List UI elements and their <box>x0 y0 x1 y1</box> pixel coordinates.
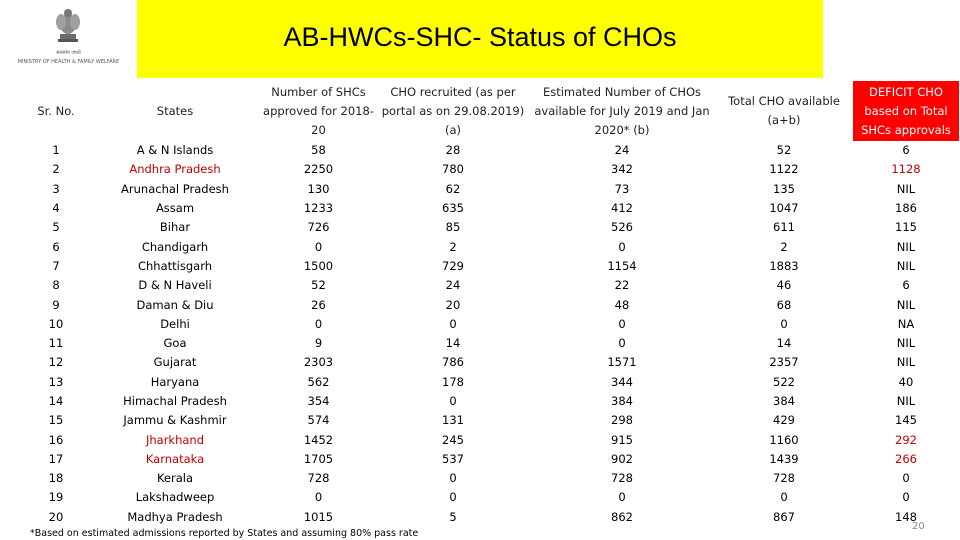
cho-recruited-cell: 635 <box>442 201 464 216</box>
cho-recruited-cell: 780 <box>442 162 464 177</box>
shcs-approved-cell: 2303 <box>303 355 334 370</box>
cho-recruited-cell: 2 <box>449 239 457 254</box>
total-cho-cell: 46 <box>776 278 792 293</box>
state-cell: Kerala <box>156 471 194 486</box>
national-emblem-icon <box>40 4 96 48</box>
sr-no-cell: 12 <box>48 355 64 370</box>
total-cho-cell: 14 <box>776 336 792 351</box>
page-number: 20 <box>912 521 925 532</box>
cho-recruited-cell: 729 <box>442 258 464 273</box>
state-cell: Gujarat <box>153 355 197 370</box>
total-cho-cell: 1160 <box>769 432 799 447</box>
cho-status-table <box>22 81 959 527</box>
table-body <box>22 141 959 527</box>
ministry-name: MINISTRY OF HEALTH & FAMILY WELFARE <box>17 59 120 65</box>
sr-no-cell: 16 <box>48 432 64 447</box>
state-cell: Chhattisgarh <box>137 258 213 273</box>
total-cho-cell: 522 <box>773 374 795 389</box>
table-row <box>22 237 959 256</box>
estimated-cho-cell: 24 <box>614 143 630 158</box>
total-cho-cell: 0 <box>780 316 788 331</box>
estimated-cho-cell: 902 <box>611 451 633 466</box>
shcs-approved-cell: 726 <box>307 220 330 235</box>
column-header-states: States <box>156 103 194 118</box>
cho-recruited-cell: 245 <box>442 432 464 447</box>
deficit-cho-cell: 6 <box>902 278 910 293</box>
estimated-cho-cell: 298 <box>611 413 633 428</box>
total-cho-cell: 2357 <box>769 355 799 370</box>
sr-no-cell: 3 <box>52 181 60 196</box>
total-cho-cell: 384 <box>773 394 795 408</box>
state-cell: Arunachal Pradesh <box>121 181 229 196</box>
deficit-cho-cell: NIL <box>896 297 916 312</box>
estimated-cho-cell: 384 <box>611 394 633 408</box>
shcs-approved-cell: 58 <box>311 143 326 158</box>
cho-recruited-cell: 786 <box>442 355 464 370</box>
state-cell: Daman & Diu <box>136 297 214 312</box>
cho-recruited-cell: 0 <box>449 394 457 408</box>
total-cho-cell: 135 <box>773 181 795 196</box>
cho-recruited-cell: 0 <box>449 490 457 505</box>
estimated-cho-cell: 73 <box>614 181 630 196</box>
sr-no-cell: 2 <box>52 162 60 177</box>
state-cell: Andhra Pradesh <box>129 162 221 177</box>
sr-no-cell: 9 <box>52 297 60 312</box>
sr-no-cell: 1 <box>52 143 60 158</box>
deficit-cho-cell: 40 <box>898 374 914 389</box>
shcs-approved-cell: 2250 <box>303 162 334 177</box>
sr-no-cell: 15 <box>48 413 64 428</box>
deficit-cho-cell: 186 <box>895 201 917 216</box>
emblem-caption: सत्यमेव जयते <box>56 50 81 56</box>
table-row <box>22 295 959 314</box>
shcs-approved-cell: 562 <box>307 374 330 389</box>
shcs-approved-cell: 52 <box>311 278 326 293</box>
deficit-cho-cell: 0 <box>902 471 910 486</box>
cho-recruited-cell: 28 <box>445 143 461 158</box>
deficit-cho-cell: 6 <box>902 143 910 158</box>
table-row <box>22 488 959 507</box>
shcs-approved-cell: 1233 <box>303 201 334 216</box>
deficit-cho-cell: 115 <box>895 220 917 235</box>
sr-no-cell: 19 <box>48 490 64 505</box>
sr-no-cell: 18 <box>48 471 64 486</box>
total-cho-cell: 429 <box>773 413 795 428</box>
estimated-cho-cell: 0 <box>618 490 626 505</box>
estimated-cho-cell: 0 <box>618 336 626 351</box>
cho-recruited-cell: 0 <box>449 316 457 331</box>
table-row <box>22 334 959 353</box>
state-cell: D & N Haveli <box>138 278 212 293</box>
estimated-cho-cell: 0 <box>618 316 626 331</box>
cho-recruited-cell: 85 <box>445 220 461 235</box>
estimated-cho-cell: 1154 <box>607 258 637 273</box>
table-row <box>22 315 959 334</box>
shcs-approved-cell: 26 <box>311 297 326 312</box>
estimated-cho-cell: 728 <box>611 471 633 486</box>
total-cho-cell: 1047 <box>769 201 799 216</box>
column-header-deficit-cho: DEFICIT CHO based on Total SHCs approvals <box>853 81 959 141</box>
table-row <box>22 450 959 469</box>
cho-recruited-cell: 20 <box>445 297 461 312</box>
column-header-total-cho: Total CHO available (a+b) <box>728 94 840 127</box>
shcs-approved-cell: 0 <box>314 239 323 254</box>
cho-recruited-cell: 14 <box>445 336 461 351</box>
sr-no-cell: 13 <box>48 374 64 389</box>
shcs-approved-cell: 354 <box>307 394 330 408</box>
state-cell: Jharkhand <box>145 432 205 447</box>
table-row <box>22 141 959 160</box>
shcs-approved-cell: 130 <box>307 181 330 196</box>
table-row <box>22 392 959 411</box>
deficit-cho-cell: 145 <box>895 413 917 428</box>
sr-no-cell: 20 <box>48 509 64 524</box>
state-cell: Jammu & Kashmir <box>123 413 227 428</box>
total-cho-cell: 1122 <box>769 162 799 177</box>
deficit-cho-cell: 148 <box>895 509 917 524</box>
cho-recruited-cell: 537 <box>442 451 464 466</box>
total-cho-cell: 1439 <box>769 451 799 466</box>
shcs-approved-cell: 0 <box>314 316 323 331</box>
sr-no-cell: 5 <box>52 220 60 235</box>
deficit-cho-cell: NIL <box>896 181 916 196</box>
state-cell: A & N Islands <box>136 143 214 158</box>
table-row <box>22 469 959 488</box>
deficit-cho-cell: NIL <box>896 258 916 273</box>
column-header-estimated-cho: Estimated Number of CHOs available for July 2019 and Jan 2020* (b) <box>534 84 710 137</box>
estimated-cho-cell: 526 <box>611 220 633 235</box>
estimated-cho-cell: 0 <box>618 239 626 254</box>
cho-recruited-cell: 5 <box>449 509 457 524</box>
sr-no-cell: 7 <box>52 258 60 273</box>
table-header-row <box>22 81 959 141</box>
footnote: *Based on estimated admissions reported by States and assuming 80% pass rate <box>30 528 419 539</box>
total-cho-cell: 728 <box>773 471 795 486</box>
shcs-approved-cell: 1500 <box>303 258 334 273</box>
table-row <box>22 199 959 218</box>
total-cho-cell: 0 <box>780 490 788 505</box>
state-cell: Karnataka <box>145 451 205 466</box>
cho-recruited-cell: 131 <box>442 413 464 428</box>
total-cho-cell: 68 <box>776 297 792 312</box>
table-row <box>22 276 959 295</box>
total-cho-cell: 867 <box>773 509 795 524</box>
deficit-cho-cell: 0 <box>902 490 910 505</box>
state-cell: Assam <box>155 201 195 216</box>
column-header-cho-recruited: CHO recruited (as per portal as on 29.08.2019) (a) <box>381 84 525 137</box>
deficit-cho-cell: NIL <box>896 239 916 254</box>
deficit-cho-cell: 266 <box>895 451 917 466</box>
state-cell: Haryana <box>150 374 200 389</box>
table-row <box>22 508 959 527</box>
state-cell: Delhi <box>160 316 190 331</box>
sr-no-cell: 4 <box>52 201 60 216</box>
cho-recruited-cell: 0 <box>449 471 457 486</box>
table-row <box>22 353 959 372</box>
shcs-approved-cell: 1015 <box>303 509 334 524</box>
sr-no-cell: 10 <box>48 316 64 331</box>
estimated-cho-cell: 915 <box>611 432 633 447</box>
estimated-cho-cell: 862 <box>611 509 633 524</box>
state-cell: Chandigarh <box>141 239 209 254</box>
estimated-cho-cell: 22 <box>614 278 630 293</box>
table-row <box>22 430 959 449</box>
deficit-cho-cell: NIL <box>896 355 916 370</box>
column-header-sr-no: Sr. No. <box>37 103 75 118</box>
table-row <box>22 180 959 199</box>
sr-no-cell: 8 <box>52 278 60 293</box>
sr-no-cell: 14 <box>48 394 64 408</box>
table-row <box>22 160 959 179</box>
table-row <box>22 373 959 392</box>
total-cho-cell: 2 <box>780 239 788 254</box>
table-row <box>22 257 959 276</box>
cho-recruited-cell: 178 <box>442 374 464 389</box>
sr-no-cell: 17 <box>48 451 64 466</box>
deficit-cho-cell: 1128 <box>891 162 921 177</box>
column-header-shcs-approved: Number of SHCs approved for 2018-20 <box>263 84 374 137</box>
cho-recruited-cell: 24 <box>445 278 461 293</box>
sr-no-cell: 6 <box>52 239 60 254</box>
state-cell: Madhya Pradesh <box>127 509 223 524</box>
total-cho-cell: 52 <box>776 143 792 158</box>
ministry-logo-block <box>0 0 137 78</box>
shcs-approved-cell: 728 <box>307 471 330 486</box>
table-row <box>22 411 959 430</box>
deficit-cho-cell: NA <box>897 316 915 331</box>
estimated-cho-cell: 48 <box>614 297 630 312</box>
state-cell: Goa <box>163 336 187 351</box>
shcs-approved-cell: 574 <box>307 413 330 428</box>
total-cho-cell: 1883 <box>769 258 799 273</box>
shcs-approved-cell: 1705 <box>303 451 334 466</box>
state-cell: Lakshadweep <box>135 490 215 505</box>
page-title: AB-HWCs-SHC- Status of CHOs <box>283 22 677 52</box>
state-cell: Bihar <box>159 220 191 235</box>
deficit-cho-cell: NIL <box>896 394 916 408</box>
sr-no-cell: 11 <box>48 336 64 351</box>
shcs-approved-cell: 0 <box>314 490 323 505</box>
estimated-cho-cell: 344 <box>611 374 633 389</box>
estimated-cho-cell: 1571 <box>607 355 637 370</box>
estimated-cho-cell: 342 <box>611 162 633 177</box>
state-cell: Himachal Pradesh <box>123 394 227 408</box>
table-row <box>22 218 959 237</box>
shcs-approved-cell: 1452 <box>303 432 334 447</box>
deficit-cho-cell: NIL <box>896 336 916 351</box>
nhm-logo-block <box>823 0 960 78</box>
cho-recruited-cell: 62 <box>445 181 461 196</box>
shcs-approved-cell: 9 <box>314 336 323 351</box>
deficit-cho-cell: 292 <box>895 432 917 447</box>
estimated-cho-cell: 412 <box>611 201 633 216</box>
total-cho-cell: 611 <box>773 220 795 235</box>
